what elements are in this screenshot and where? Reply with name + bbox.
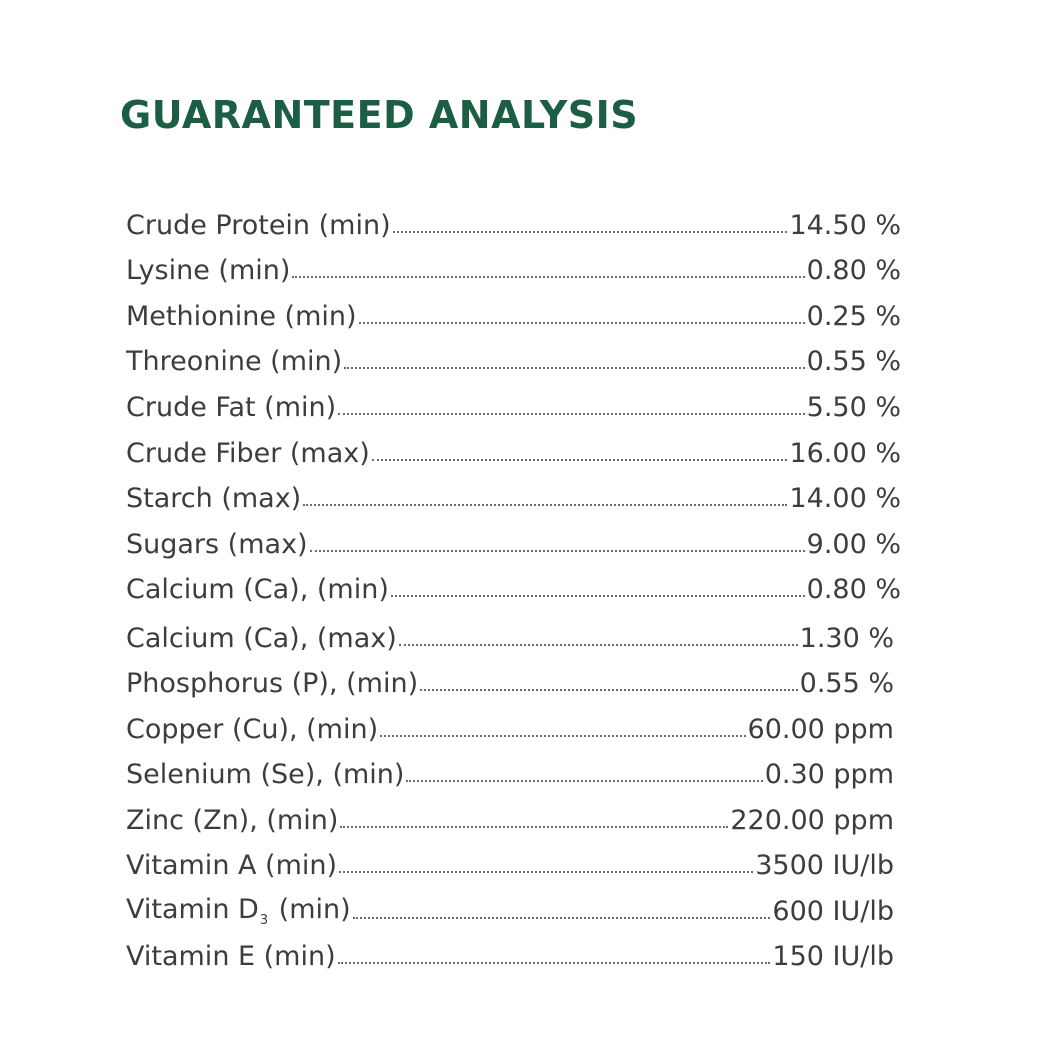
nutrient-value: 9.00 % xyxy=(806,528,901,560)
nutrient-label: Starch (max) xyxy=(126,482,302,514)
nutrient-label: Lysine (min) xyxy=(126,254,291,286)
nutrient-value: 150 IU/lb xyxy=(772,940,894,972)
nutrient-label: Crude Fiber (max) xyxy=(126,437,370,469)
dot-leader xyxy=(338,413,804,415)
table-row xyxy=(126,663,894,703)
page-title: GUARANTEED ANALYSIS xyxy=(120,93,639,137)
nutrient-label: Vitamin A (min) xyxy=(126,849,338,881)
table-row xyxy=(126,754,894,794)
nutrient-value: 14.00 % xyxy=(789,482,901,514)
nutrient-label: Vitamin E (min) xyxy=(126,940,336,972)
nutrient-label-main: Vitamin D xyxy=(126,894,259,925)
dot-leader xyxy=(338,962,771,964)
dot-leader xyxy=(420,689,798,691)
nutrient-value: 14.50 % xyxy=(789,209,901,241)
nutrient-value: 1.30 % xyxy=(799,622,894,654)
nutrient-label: Phosphorus (P), (min) xyxy=(126,667,419,699)
nutrient-value: 0.55 % xyxy=(806,345,901,377)
nutrient-label xyxy=(126,894,351,928)
nutrient-label: Crude Protein (min) xyxy=(126,209,391,241)
dot-leader xyxy=(359,322,805,324)
nutrient-value: 220.00 ppm xyxy=(730,804,894,836)
table-row xyxy=(126,205,901,245)
nutrient-value: 0.30 ppm xyxy=(764,758,894,790)
nutrient-label: Calcium (Ca), (max) xyxy=(126,622,397,654)
nutrient-label: Copper (Cu), (min) xyxy=(126,713,379,745)
dot-leader xyxy=(353,917,771,919)
table-row xyxy=(126,569,901,609)
dot-leader xyxy=(380,735,745,737)
nutrient-label: Methionine (min) xyxy=(126,300,357,332)
table-row xyxy=(126,250,901,290)
dot-leader xyxy=(344,367,804,369)
nutrient-value: 0.80 % xyxy=(806,254,901,286)
nutrient-value: 0.80 % xyxy=(806,573,901,605)
nutrient-label: Sugars (max) xyxy=(126,528,308,560)
nutrient-value: 3500 IU/lb xyxy=(755,849,894,881)
nutrient-value: 0.55 % xyxy=(799,667,894,699)
dot-leader xyxy=(339,871,753,873)
nutrient-value: 600 IU/lb xyxy=(772,895,894,927)
nutrient-label: Selenium (Se), (min) xyxy=(126,758,405,790)
dot-leader xyxy=(399,644,798,646)
table-row xyxy=(126,341,901,381)
dot-leader xyxy=(340,826,728,828)
table-row xyxy=(126,524,901,564)
nutrient-value: 60.00 ppm xyxy=(747,713,894,745)
dot-leader xyxy=(292,276,804,278)
table-row xyxy=(126,709,894,749)
nutrient-value: 5.50 % xyxy=(806,391,901,423)
dot-leader xyxy=(372,459,788,461)
nutrient-value: 0.25 % xyxy=(806,300,901,332)
subscript-3: 3 xyxy=(259,913,269,928)
table-row xyxy=(126,891,894,931)
nutrient-label-suffix: (min) xyxy=(270,894,351,925)
dot-leader xyxy=(406,780,762,782)
table-row xyxy=(126,800,894,840)
nutrient-value: 16.00 % xyxy=(789,437,901,469)
dot-leader xyxy=(303,504,787,506)
dot-leader xyxy=(391,595,805,597)
table-row xyxy=(126,296,901,336)
nutrient-label: Crude Fat (min) xyxy=(126,391,337,423)
table-row xyxy=(126,387,901,427)
nutrient-label: Threonine (min) xyxy=(126,345,343,377)
table-row xyxy=(126,936,894,976)
dot-leader xyxy=(393,231,788,233)
nutrient-label: Calcium (Ca), (min) xyxy=(126,573,389,605)
dot-leader xyxy=(310,550,805,552)
table-row xyxy=(126,433,901,473)
nutrient-label: Zinc (Zn), (min) xyxy=(126,804,339,836)
table-row xyxy=(126,845,894,885)
table-row xyxy=(126,618,894,658)
table-row xyxy=(126,478,901,518)
